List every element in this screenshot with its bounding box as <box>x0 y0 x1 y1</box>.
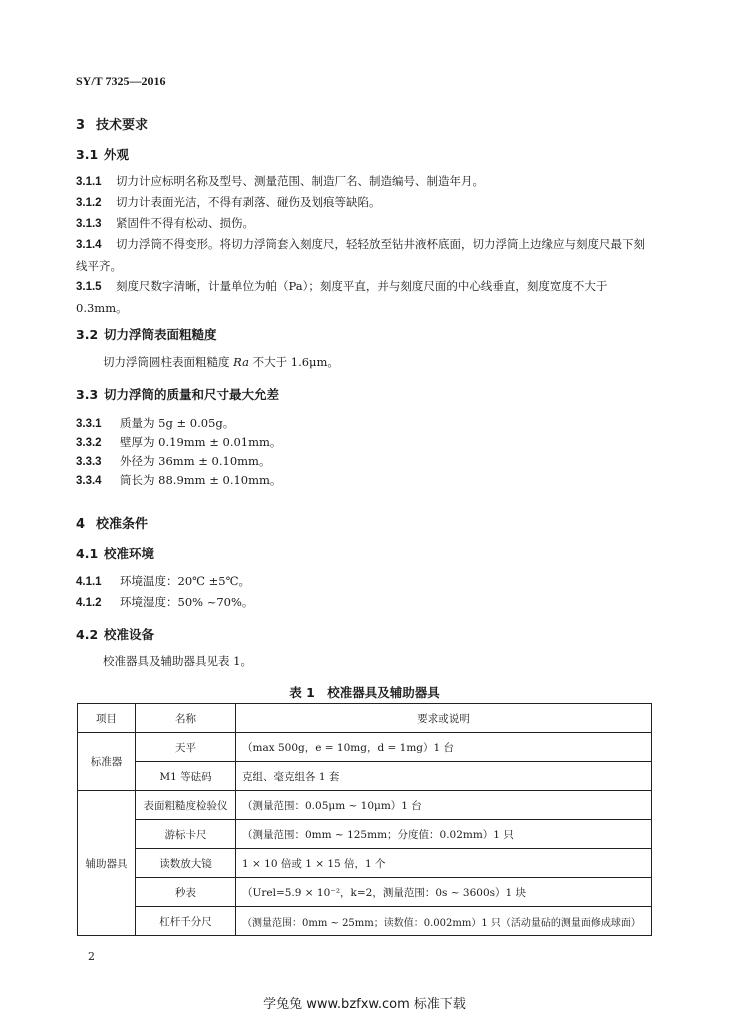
clause-number: 3.1.2 <box>76 197 102 209</box>
name-cell: 杠杆千分尺 <box>136 907 236 936</box>
clause-text: 环境湿度：50% ~70%。 <box>120 595 254 609</box>
clause-number: 3.1.5 <box>76 281 102 293</box>
name-cell: 天平 <box>136 733 236 762</box>
clause-text: 切力计表面光洁，不得有剥落、碰伤及划痕等缺陷。 <box>116 195 381 209</box>
table-header-row <box>78 704 652 733</box>
section-number: 4 <box>76 517 86 532</box>
name-cell: 表面粗糙度检验仪 <box>136 791 236 820</box>
section-4-heading <box>76 513 148 532</box>
group-cell-auxiliary: 辅助器具 <box>78 791 136 936</box>
clause-3-1-3 <box>76 213 650 235</box>
header-cell-item: 项目 <box>78 704 136 733</box>
ra-symbol: Ra <box>233 355 249 369</box>
section-number: 3.1 <box>76 147 99 162</box>
section-3-2-heading <box>76 325 217 343</box>
header-cell-name: 名称 <box>136 704 236 733</box>
clause-3-3-4 <box>76 470 650 492</box>
paragraph-text: 切力浮筒圆柱表面粗糙度 <box>103 355 234 369</box>
section-title: 校准条件 <box>96 517 149 532</box>
requirement-cell: （测量范围：0mm ~ 25mm；读数值：0.002mm）1 只（活动量砧的测量面修成球面） <box>236 907 652 936</box>
header-cell-requirement: 要求或说明 <box>236 704 652 733</box>
clause-number: 3.1.4 <box>76 239 102 251</box>
clause-4-1-2 <box>76 592 650 614</box>
section-3-1-heading <box>76 145 129 163</box>
name-cell: 游标卡尺 <box>136 820 236 849</box>
section-number: 4.1 <box>76 546 99 561</box>
equipment-paragraph: 校准器具及辅助器具见表 1。 <box>103 654 252 668</box>
table-row <box>78 878 652 907</box>
table-caption: 表 1 校准器具及辅助器具 <box>289 685 440 700</box>
name-cell: M1 等砝码 <box>136 762 236 791</box>
section-title: 切力浮筒的质量和尺寸最大允差 <box>104 387 280 402</box>
roughness-paragraph <box>103 354 339 370</box>
section-number: 3.2 <box>76 327 99 342</box>
clause-text: 质量为 5g ± 0.05g。 <box>120 416 235 430</box>
section-number: 3 <box>76 118 86 133</box>
clause-text: 紧固件不得有松动、损伤。 <box>116 216 254 230</box>
requirement-cell: （Urel=5.9 × 10⁻²，k=2，测量范围：0s ~ 3600s）1 块 <box>236 878 652 907</box>
clause-text: 筒长为 88.9mm ± 0.10mm。 <box>120 473 282 487</box>
clause-number: 3.3.2 <box>76 437 102 449</box>
clause-3-1-4 <box>76 234 650 277</box>
clause-number: 3.1.1 <box>76 176 102 188</box>
section-title: 切力浮筒表面粗糙度 <box>104 327 217 342</box>
table-row <box>78 907 652 936</box>
requirement-cell: （测量范围：0.05μm ~ 10μm）1 台 <box>236 791 652 820</box>
requirement-cell: （测量范围：0mm ~ 125mm；分度值：0.02mm）1 只 <box>236 820 652 849</box>
section-3-3-heading <box>76 385 279 403</box>
group-cell-standard: 标准器 <box>78 733 136 791</box>
clause-number: 3.3.1 <box>76 418 102 430</box>
clause-number: 4.1.2 <box>76 597 102 609</box>
section-title: 校准环境 <box>104 546 155 561</box>
standard-number: SY/T 7325—2016 <box>76 74 166 88</box>
page-number: 2 <box>88 950 95 963</box>
table-row <box>78 849 652 878</box>
clause-text: 环境温度：20℃ ±5℃。 <box>120 574 250 588</box>
clause-3-1-5 <box>76 276 650 319</box>
requirement-cell: 克组、毫克组各 1 套 <box>236 762 652 791</box>
section-4-2-heading <box>76 625 154 643</box>
name-cell: 读数放大镜 <box>136 849 236 878</box>
clause-text: 切力计应标明名称及型号、测量范围、制造厂名、制造编号、制造年月。 <box>116 174 484 188</box>
clause-text: 切力浮筒不得变形。将切力浮筒套入刻度尺，轻轻放至钻井液杯底面，切力浮筒上边缘应与刻度尺最下刻线平齐。 <box>76 237 645 273</box>
clause-number: 3.3.3 <box>76 456 102 468</box>
section-number: 3.3 <box>76 387 99 402</box>
table-row <box>78 733 652 762</box>
paragraph-text: 不大于 1.6μm。 <box>248 355 339 369</box>
section-title: 外观 <box>104 147 130 162</box>
section-4-1-heading <box>76 544 154 562</box>
equipment-table <box>77 703 652 936</box>
clause-3-1-2 <box>76 192 650 214</box>
section-title: 技术要求 <box>96 118 149 133</box>
section-3-heading <box>76 114 148 133</box>
section-number: 4.2 <box>76 627 99 642</box>
footer-watermark: 学兔兔 www.bzfxw.com 标准下载 <box>263 997 466 1012</box>
requirement-cell: （max 500g，e = 10mg，d = 1mg）1 台 <box>236 733 652 762</box>
clause-text: 外径为 36mm ± 0.10mm。 <box>120 454 271 468</box>
clause-text: 刻度尺数字清晰，计量单位为帕（Pa）；刻度平直，并与刻度尺面的中心线垂直，刻度宽度不大于 0.3mm。 <box>76 279 608 315</box>
table-row <box>78 762 652 791</box>
clause-3-1-1 <box>76 171 650 193</box>
clause-number: 4.1.1 <box>76 576 102 588</box>
section-title: 校准设备 <box>104 627 155 642</box>
name-cell: 秒表 <box>136 878 236 907</box>
clause-text: 壁厚为 0.19mm ± 0.01mm。 <box>120 435 282 449</box>
clause-number: 3.1.3 <box>76 218 102 230</box>
clause-number: 3.3.4 <box>76 475 102 487</box>
table-row <box>78 791 652 820</box>
table-row <box>78 820 652 849</box>
clause-4-1-1 <box>76 571 650 593</box>
requirement-cell: 1 × 10 倍或 1 × 15 倍，1 个 <box>236 849 652 878</box>
